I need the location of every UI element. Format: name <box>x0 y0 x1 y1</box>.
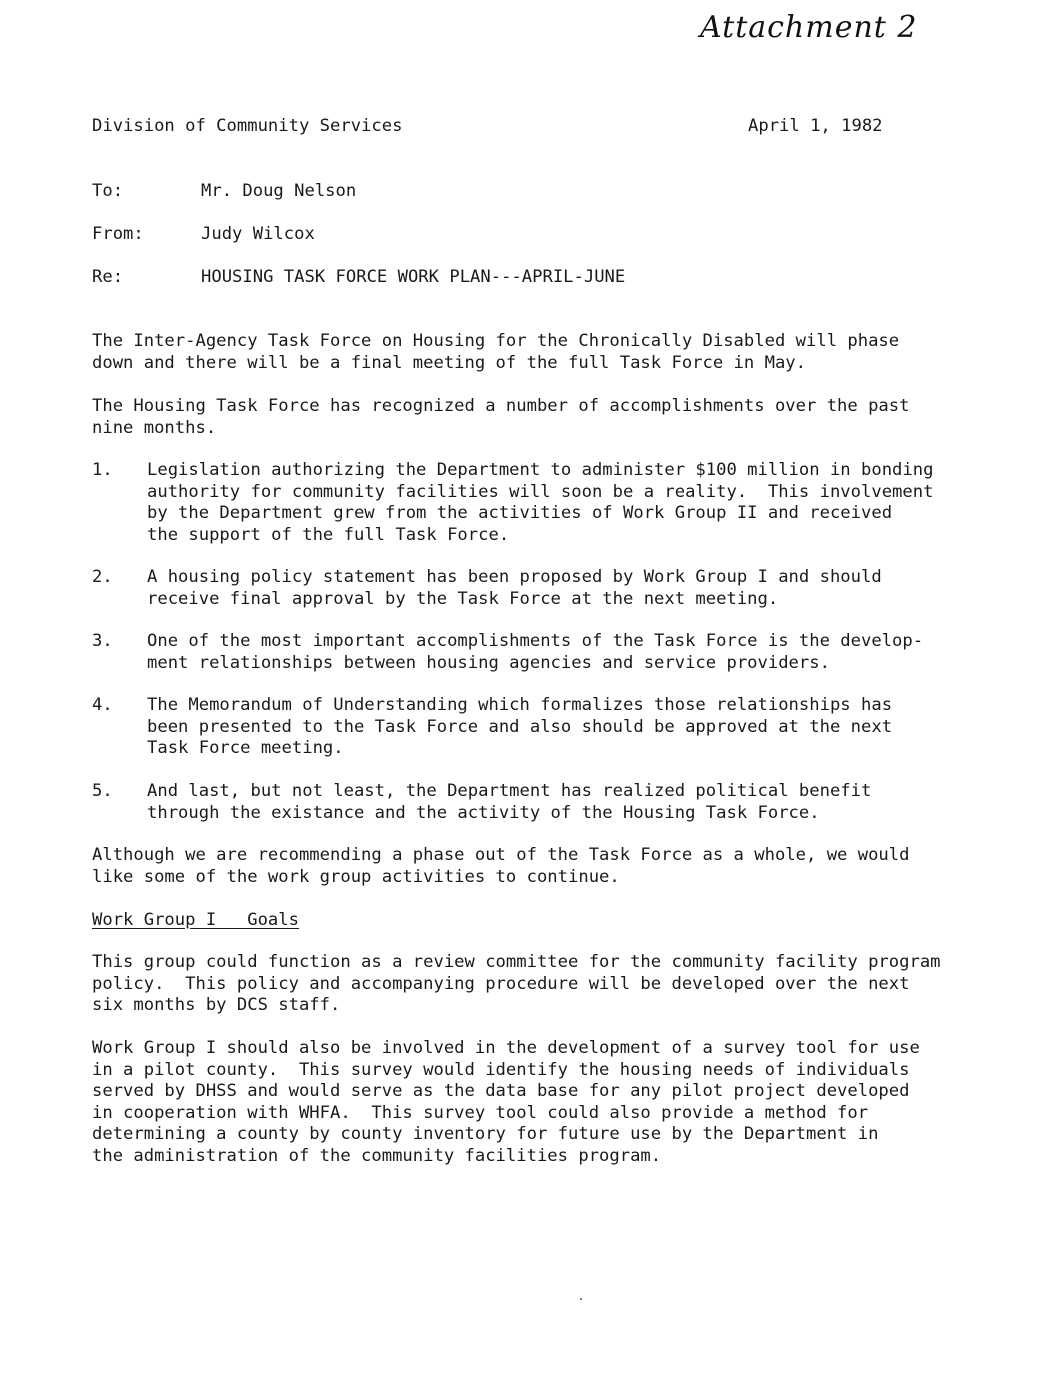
text-line: the administration of the community facilities program. <box>92 1145 662 1166</box>
list-item-number: 2. <box>92 567 113 587</box>
phase-out-paragraph <box>92 845 1012 888</box>
text-line: This group could function as a review committee for the community facility program <box>92 952 941 972</box>
re-label: Re: <box>92 267 124 287</box>
list-item-number: 5. <box>92 781 113 801</box>
list-item <box>147 781 1027 824</box>
text-line: The Inter-Agency Task Force on Housing for the Chronically Disabled will phase <box>92 331 900 351</box>
intro-paragraph <box>92 331 1012 374</box>
text-line: determining a county by county inventory for future use by the Department in <box>92 1124 879 1145</box>
list-item <box>147 631 1027 674</box>
text-line: Work Group I should also be involved in the development of a survey tool for use <box>92 1038 920 1058</box>
to-label: To: <box>92 181 124 201</box>
text-line: through the existance and the activity of the Housing Task Force. <box>147 802 820 823</box>
re-value: HOUSING TASK FORCE WORK PLAN---APRIL-JUNE <box>201 267 626 287</box>
memo-date: April 1, 1982 <box>748 116 883 136</box>
list-item <box>147 460 1027 546</box>
text-line: authority for community facilities will soon be a reality. This involvement <box>147 481 934 502</box>
text-line: in a pilot county. This survey would identify the housing needs of individuals <box>92 1059 910 1080</box>
scan-speck <box>580 1298 582 1300</box>
text-line: ment relationships between housing agencies and service providers. <box>147 652 830 673</box>
from-value: Judy Wilcox <box>201 224 315 244</box>
list-item-number: 3. <box>92 631 113 651</box>
attachment-label: Attachment 2 <box>700 10 918 45</box>
text-line: by the Department grew from the activities of Work Group II and received <box>147 503 893 524</box>
accomplishments-intro <box>92 396 1012 439</box>
to-value: Mr. Doug Nelson <box>201 181 357 201</box>
text-line: receive final approval by the Task Force at the next meeting. <box>147 588 779 609</box>
list-item <box>147 695 1027 760</box>
work-group-paragraph-1 <box>92 952 1032 1017</box>
text-line: The Housing Task Force has recognized a number of accomplishments over the past <box>92 396 910 416</box>
division-name: Division of Community Services <box>92 116 403 136</box>
text-line: nine months. <box>92 417 217 438</box>
text-line: policy. This policy and accompanying procedure will be developed over the next <box>92 973 910 994</box>
text-line: like some of the work group activities to continue. <box>92 866 620 887</box>
text-line: served by DHSS and would serve as the data base for any pilot project developed <box>92 1081 910 1102</box>
text-line: Task Force meeting. <box>147 738 344 759</box>
list-item <box>147 567 1027 610</box>
text-line: in cooperation with WHFA. This survey tool could also provide a method for <box>92 1102 869 1123</box>
text-line: One of the most important accomplishments of the Task Force is the develop- <box>147 631 924 651</box>
from-label: From: <box>92 224 144 244</box>
work-group-heading: Work Group I Goals <box>92 910 299 930</box>
text-line: And last, but not least, the Department has realized political benefit <box>147 781 872 801</box>
text-line: Legislation authorizing the Department to administer $100 million in bonding <box>147 460 934 480</box>
text-line: six months by DCS staff. <box>92 995 341 1016</box>
list-item-number: 1. <box>92 460 113 480</box>
text-line: the support of the full Task Force. <box>147 524 510 545</box>
text-line: The Memorandum of Understanding which formalizes those relationships has <box>147 695 893 715</box>
text-line: Although we are recommending a phase out of the Task Force as a whole, we would <box>92 845 910 865</box>
text-line: down and there will be a final meeting of the full Task Force in May. <box>92 352 806 373</box>
work-group-paragraph-2 <box>92 1038 1012 1168</box>
text-line: A housing policy statement has been proposed by Work Group I and should <box>147 567 882 587</box>
text-line: been presented to the Task Force and also should be approved at the next <box>147 716 893 737</box>
list-item-number: 4. <box>92 695 113 715</box>
